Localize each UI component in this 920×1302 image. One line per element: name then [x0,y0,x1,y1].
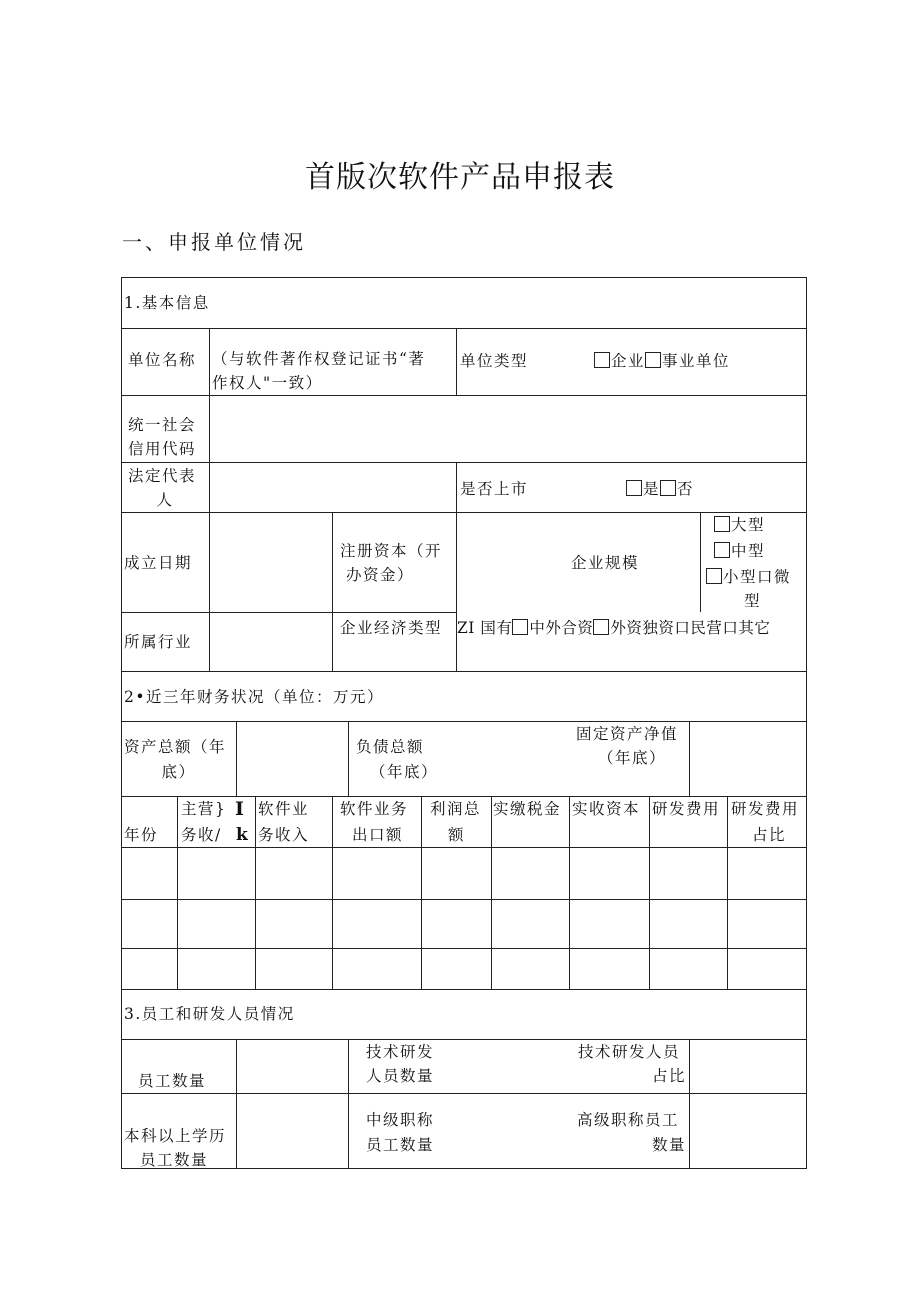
listed-options [626,477,694,501]
econ-type-label: 企业经济类型 [340,619,443,637]
scale-medium-label: 中型 [731,542,766,560]
unit-type-enterprise-label: 企业 [611,352,646,370]
econ-type-jv-label: 中外合资 [529,619,594,637]
unit-name-hint-line2: 作权人"一致） [212,374,323,392]
listed-label: 是否上市 [460,480,529,498]
tech-ratio-label-line2: 占比 [652,1067,687,1085]
legal-rep-label-line1: 法定代表 [128,467,197,485]
scale-small-checkbox[interactable] [706,568,722,584]
col-main-revenue-line2: 务收/ [181,826,222,844]
tech-rd-label-line2: 人员数量 [366,1067,435,1085]
listed-no-checkbox[interactable] [660,480,676,496]
scale-small-label: 小型口微 [723,568,792,586]
industry-label: 所属行业 [124,633,193,651]
listed-yes-checkbox[interactable] [626,480,642,496]
scale-large-option [714,513,765,537]
col-software-revenue-line1: 软件业 [258,800,310,818]
section-heading: 一、申报单位情况 [122,230,306,254]
basic-info-header: 1.基本信息 [124,294,210,312]
col-paid-capital: 实收资本 [572,800,641,818]
employee-count-label: 员工数量 [138,1072,207,1090]
listed-no-label: 否 [677,480,695,498]
col-rd: 研发费用 [652,800,721,818]
unit-type-options [594,349,730,373]
scale-label: 企业规模 [571,554,640,572]
senior-title-label-line1: 高级职称员工 [577,1111,680,1129]
scale-small-label-line2: 型 [744,592,762,610]
founded-label: 成立日期 [124,554,193,572]
assets-label-line2: 底） [161,763,196,781]
col-rd-ratio-line1: 研发费用 [731,800,800,818]
bachelor-label-line2: 员工数量 [140,1151,209,1169]
col-profit-line1: 利润总 [430,800,482,818]
fixed-assets-label-line2: （年底） [598,749,667,767]
mid-title-label-line2: 员工数量 [366,1136,435,1154]
mid-title-label-line1: 中级职称 [366,1111,435,1129]
scale-large-checkbox[interactable] [714,516,730,532]
capital-label-line1: 注册资本（开 [340,542,443,560]
econ-type-options [457,616,770,640]
col-year: 年份 [124,826,159,844]
col-export-line2: 出口额 [352,826,404,844]
col-mark-line2: k [236,825,250,845]
senior-title-label-line2: 数量 [652,1136,687,1154]
unit-type-label: 单位类型 [460,352,529,370]
econ-type-jv-checkbox[interactable] [512,619,528,635]
col-rd-ratio-line2: 占比 [752,826,787,844]
legal-rep-label-line2: 人 [156,491,174,509]
unit-type-enterprise-checkbox[interactable] [594,352,610,368]
col-main-revenue-line1: 主营} [181,800,227,818]
scale-small-option [706,565,791,589]
credit-code-label-line2: 信用代码 [128,440,197,458]
col-export-line1: 软件业务 [340,800,409,818]
finance-header: 2•近三年财务状况（单位：万元） [124,688,385,706]
staff-header: 3.员工和研发人员情况 [124,1005,295,1023]
col-mark-line1: I [235,798,246,820]
bachelor-label-line1: 本科以上学历 [124,1127,227,1145]
col-software-revenue-line2: 务收入 [258,826,310,844]
assets-label-line1: 资产总额（年 [124,738,227,756]
debt-label-line1: 负债总额 [356,738,425,756]
unit-type-institution-label: 事业单位 [662,352,731,370]
unit-name-hint-line1: （与软件著作权登记证书“著 [212,350,426,368]
debt-label-line2: （年底） [370,763,439,781]
capital-label-line2: 办资金） [346,566,415,584]
unit-type-institution-checkbox[interactable] [645,352,661,368]
credit-code-label-line1: 统一社会 [128,416,197,434]
scale-medium-option [714,539,765,563]
page-title: 首版次软件产品申报表 [305,160,615,195]
econ-type-foreign-label: 外资独资口民营口其它 [610,619,771,637]
unit-name-label: 单位名称 [128,351,197,369]
fixed-assets-label-line1: 固定资产净值 [576,725,679,743]
scale-large-label: 大型 [731,516,766,534]
econ-type-state-owned: ZI 国有 [457,619,513,637]
listed-yes-label: 是 [643,480,661,498]
tech-ratio-label-line1: 技术研发人员 [578,1043,681,1061]
col-profit-line2: 额 [448,826,466,844]
tech-rd-label-line1: 技术研发 [366,1043,435,1061]
scale-medium-checkbox[interactable] [714,542,730,558]
col-tax: 实缴税金 [493,800,562,818]
econ-type-foreign-checkbox[interactable] [593,619,609,635]
